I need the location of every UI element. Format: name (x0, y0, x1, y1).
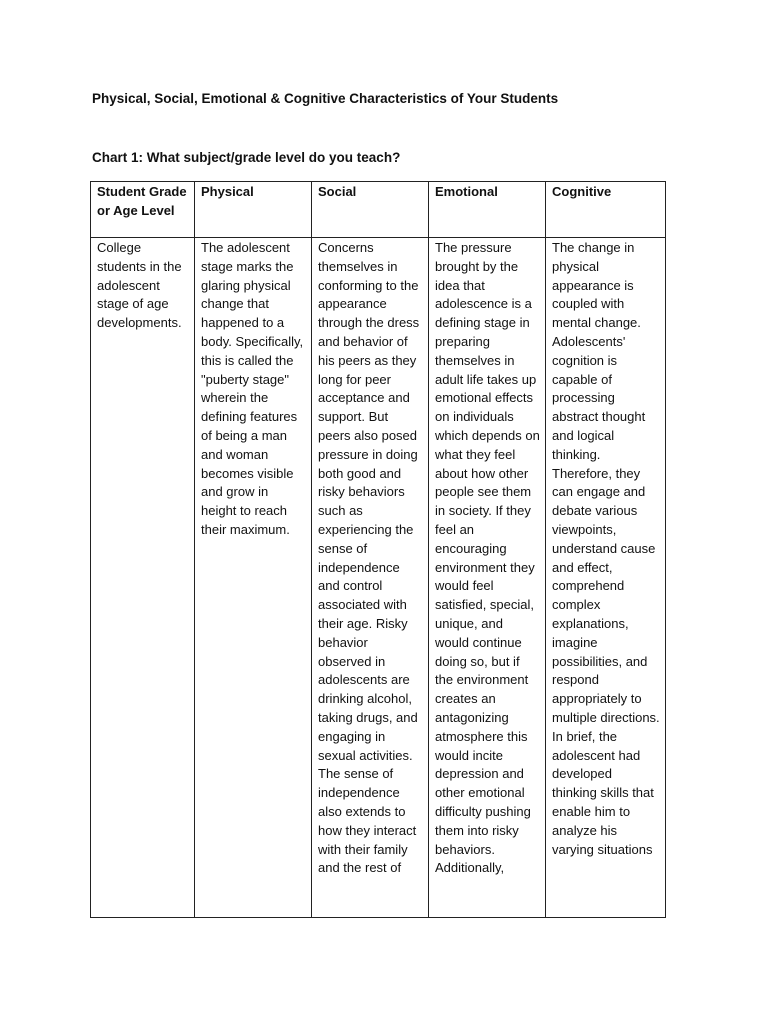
cell-text: College students in the adolescent stage of age developments. (97, 240, 182, 331)
header-social (312, 182, 429, 238)
characteristics-table (90, 181, 666, 918)
header-label: Physical (201, 184, 254, 199)
cell-text: Concerns themselves in conforming to the appearance through the dress and behavior of his peers as they long for peer acceptance and support. But peers also posed pressure in doing both good and risky behaviors such as experiencing the sense of independence and control associated with their age. Risky behavior observed in adolescents are drinking alcohol, taking drugs, and engaging in sexual activities. The sense of independence also extends to how they interact with their family and the rest of (318, 240, 420, 876)
cell-student-grade-or-age-level (91, 238, 195, 918)
document-title: Physical, Social, Emotional & Cognitive Characteristics of Your Students (92, 91, 559, 106)
header-emotional (429, 182, 546, 238)
header-label: Student Grade or Age Level (97, 184, 187, 218)
table-header-row (91, 182, 666, 238)
header-label: Emotional (435, 184, 498, 199)
header-label: Cognitive (552, 184, 612, 199)
header-cognitive (546, 182, 666, 238)
cell-text: The pressure brought by the idea that adolescence is a defining stage in preparing themselves in adult life takes up emotional effects on individuals which depends on what they feel about how other people see them in society. If they feel an encouraging environment they would feel satisfied, special, unique, and would continue doing so, but if the environment creates an antagonizing atmosphere this would incite depression and other emotional difficulty pushing them into risky behaviors. Additionally, (435, 240, 540, 876)
header-label: Social (318, 184, 357, 199)
chart-heading: Chart 1: What subject/grade level do you teach? (92, 150, 401, 165)
cell-text: The adolescent stage marks the glaring physical change that happened to a body. Specifically, this is called the "puberty stage" wherein the defining features of being a man and woman becomes visible and grow in height to reach their maximum. (201, 240, 304, 537)
cell-social (312, 238, 429, 918)
cell-physical (195, 238, 312, 918)
table-row (91, 238, 666, 918)
header-student-grade-or-age-level (91, 182, 195, 238)
cell-text: The change in physical appearance is coupled with mental change. Adolescents' cognition is capable of processing abstract thought and logical thinking. Therefore, they can engage and debate various viewpoints, understand cause and effect, comprehend complex explanations, imagine possibilities, and respond appropriately to multiple directions. In brief, the adolescent had developed thinking skills that enable him to analyze his varying situations (552, 240, 660, 857)
cell-cognitive (546, 238, 666, 918)
header-physical (195, 182, 312, 238)
cell-emotional (429, 238, 546, 918)
